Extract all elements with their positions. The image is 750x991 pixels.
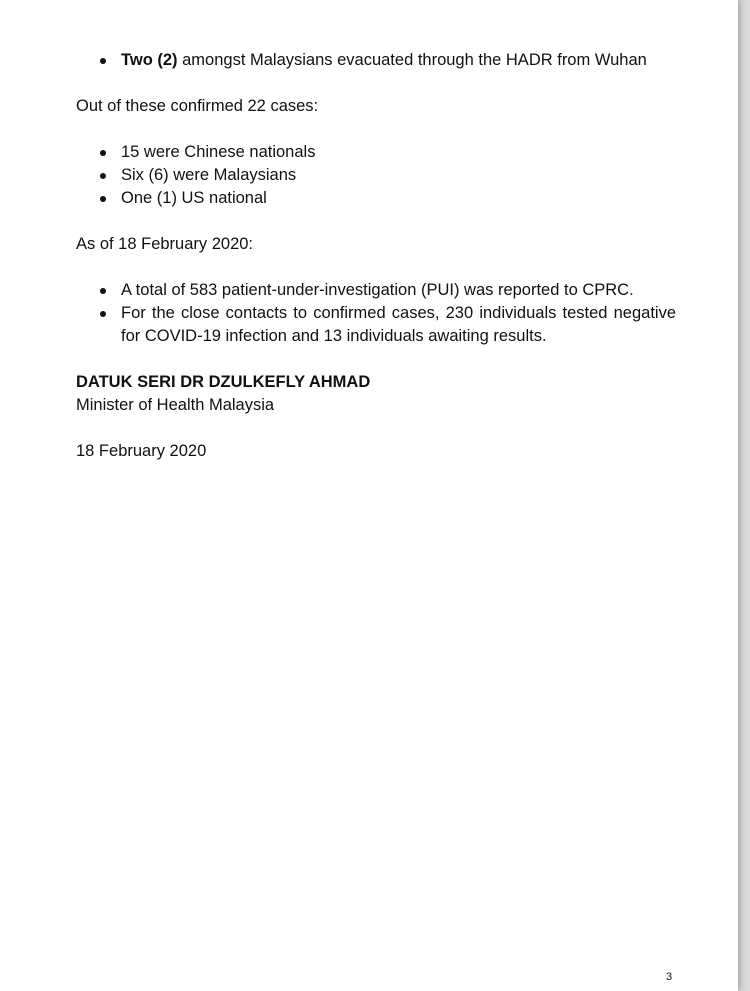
status-list: [76, 279, 676, 348]
page-number: 3: [666, 971, 673, 983]
signatory-name: DATUK SERI DR DZULKEFLY AHMAD: [76, 373, 371, 391]
document-body: [76, 49, 676, 463]
bullet-icon: [100, 58, 106, 64]
cases-intro: Out of these confirmed 22 cases:: [76, 97, 319, 115]
status-intro: As of 18 February 2020:: [76, 235, 254, 253]
list-item-text: 15 were Chinese nationals: [121, 143, 316, 161]
list-item: [76, 279, 676, 302]
list-item: [76, 164, 676, 187]
bullet-icon: [100, 150, 106, 156]
list-item: [76, 302, 676, 348]
evacuee-list: [76, 49, 676, 72]
signatory-title: Minister of Health Malaysia: [76, 396, 275, 414]
bullet-icon: [100, 196, 106, 202]
list-item: [76, 49, 676, 72]
list-item-text: A total of 583 patient-under-investigation (PUI) was reported to CPRC.: [121, 281, 634, 299]
cases-list: [76, 141, 676, 210]
bullet-icon: [100, 173, 106, 179]
list-item-text: For the close contacts to confirmed cases, 230 individuals tested negative for COVID-19 infection and 13 individuals awaiting results.: [121, 304, 676, 345]
list-item-bold: Two (2): [121, 51, 178, 69]
bullet-icon: [100, 288, 106, 294]
list-item-text: amongst Malaysians evacuated through the HADR from Wuhan: [177, 51, 647, 69]
list-item-text: Six (6) were Malaysians: [121, 166, 297, 184]
list-item: [76, 141, 676, 164]
document-date: 18 February 2020: [76, 442, 207, 460]
bullet-icon: [100, 311, 106, 317]
list-item: [76, 187, 676, 210]
list-item-text: One (1) US national: [121, 189, 267, 207]
